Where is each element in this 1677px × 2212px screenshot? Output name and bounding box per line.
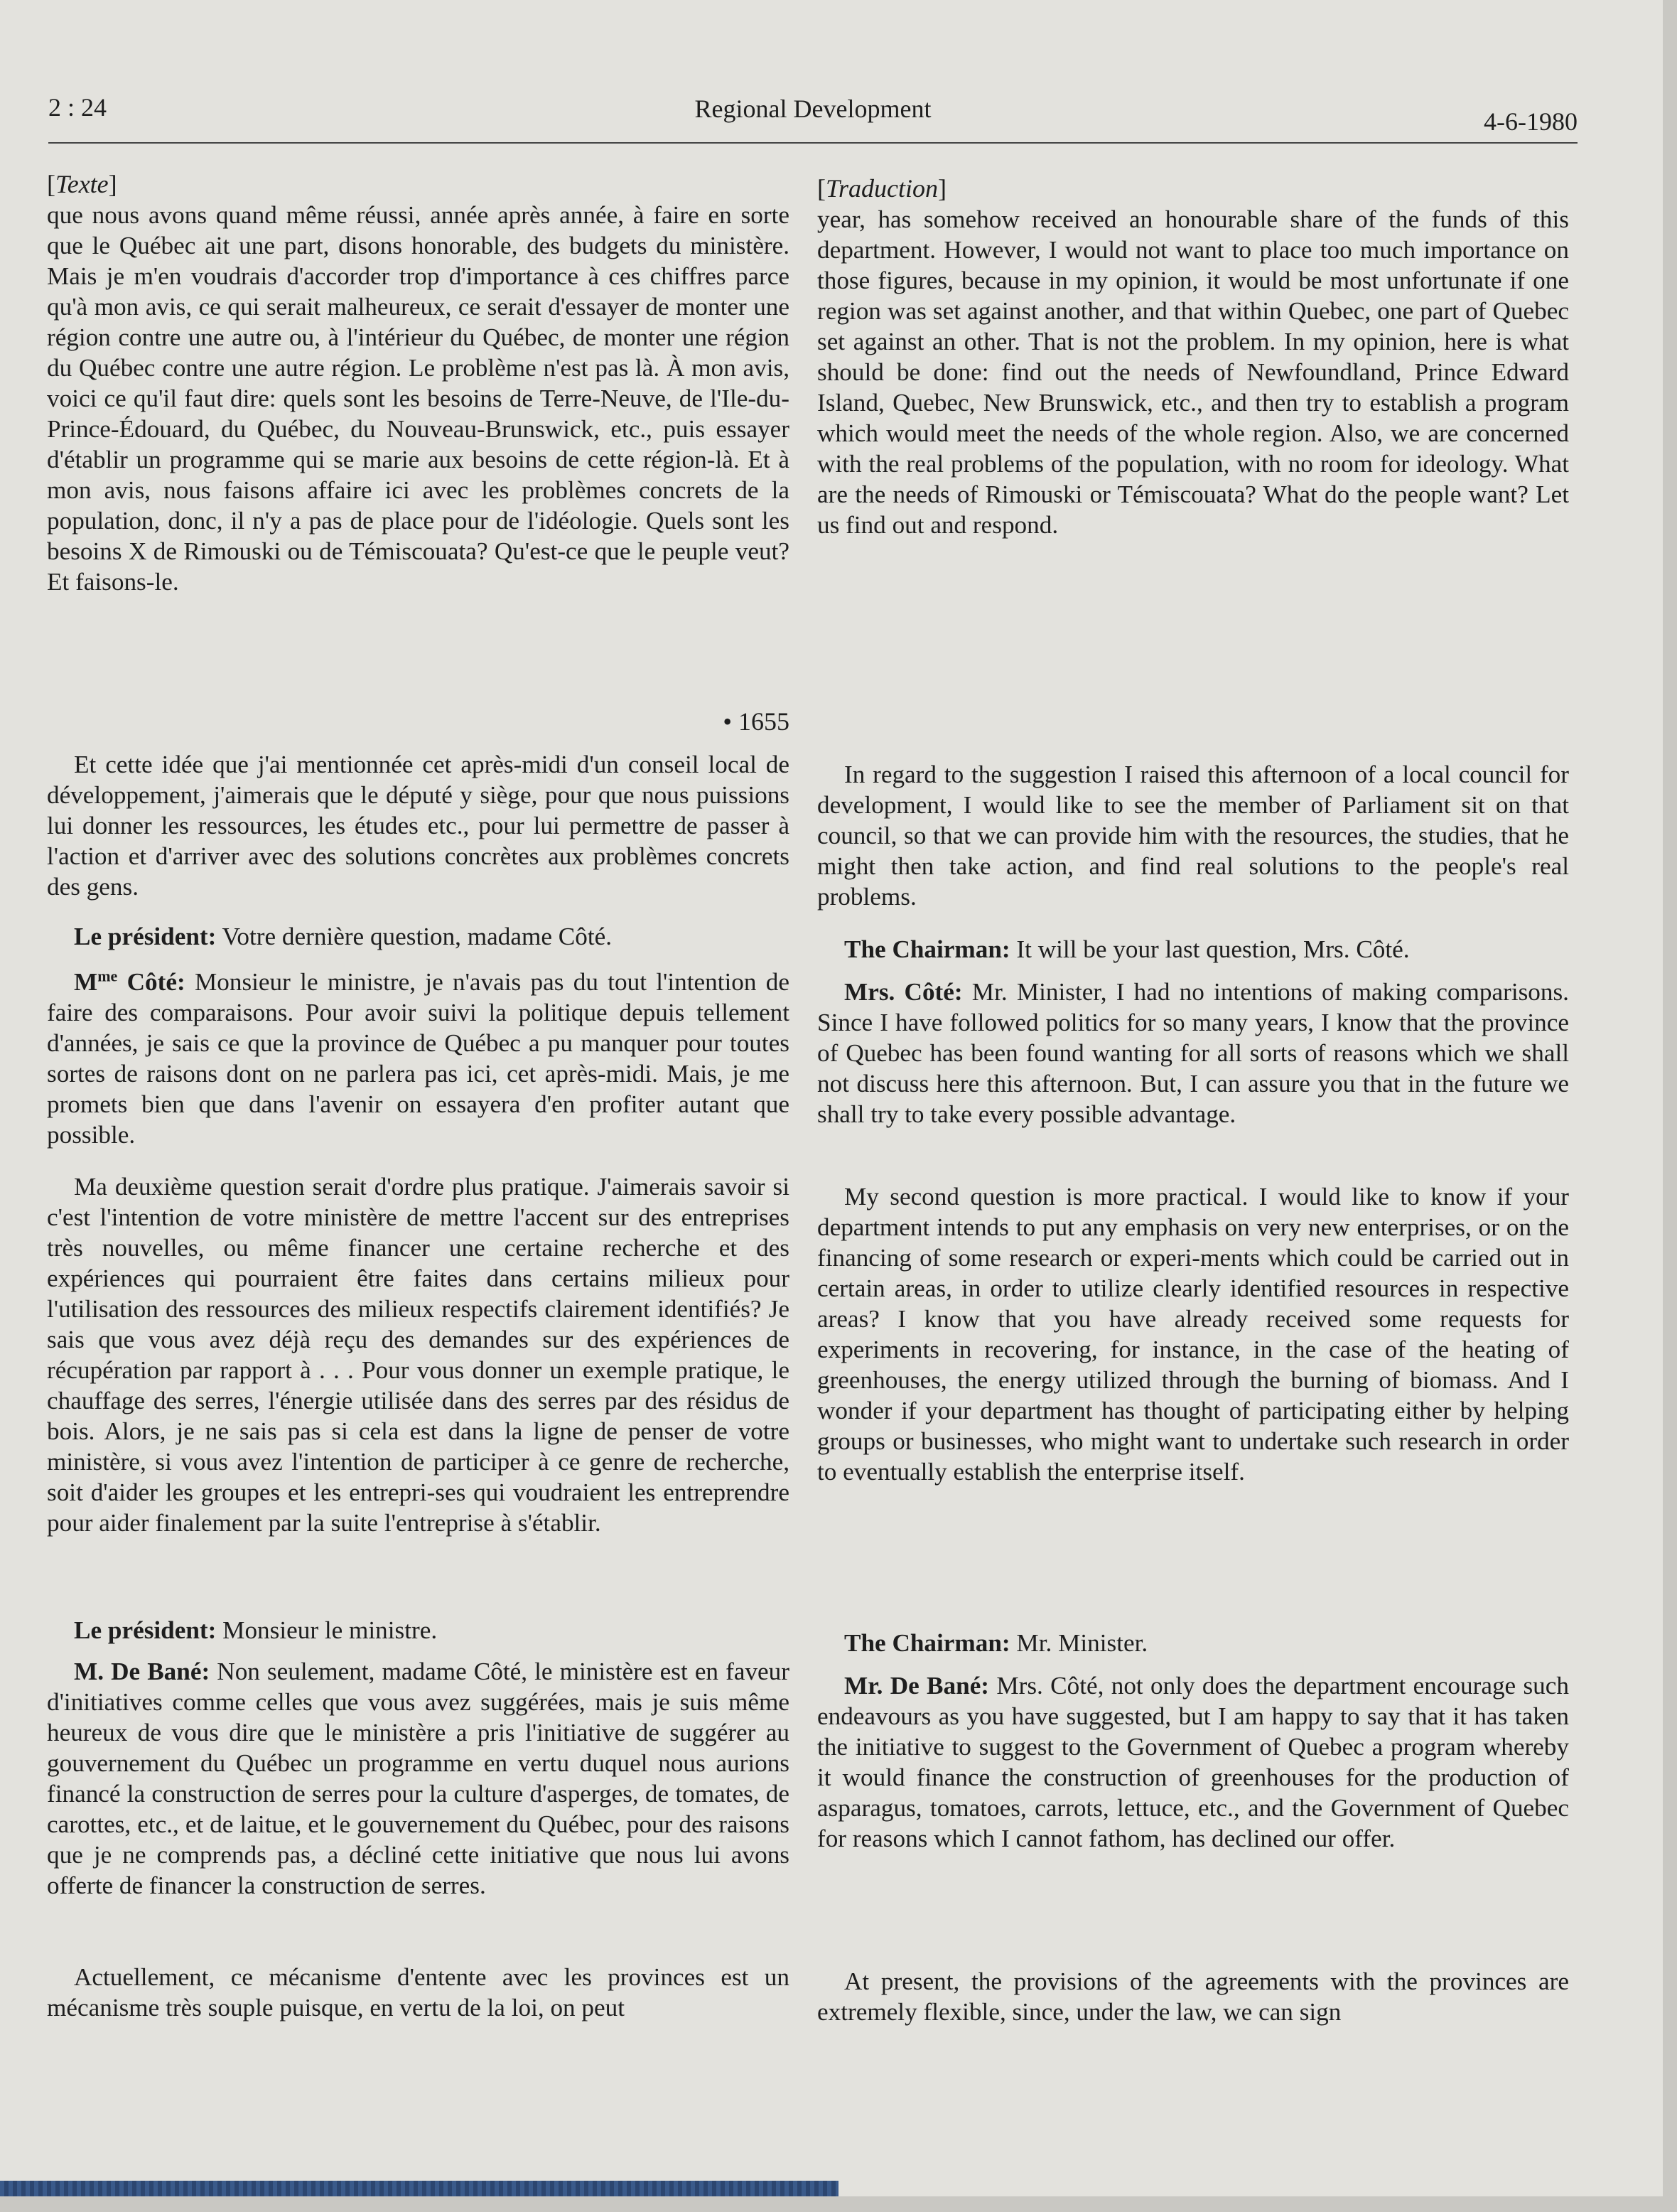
english-block-2 <box>817 759 1569 912</box>
speech-text: Non seulement, madame Côté, le ministère est en faveur d'initiatives comme celles que vous avez suggérées, mais je suis même heureux de vous dire que le ministère a pris l'initiative de suggérer au gouvernement du Québec un programme en vertu duquel nous aurions financé la construction de serres pour la culture d'asperges, de tomates, de carottes, etc., et de laitue, et le gouvernement du Québec, pour des raisons que je ne comprends pas, a décliné cette initiative que nous lui avons offerte de financer la construction de serres. <box>47 1658 789 1899</box>
paragraph: Et cette idée que j'ai mentionnée cet après-midi d'un conseil local de développement, j'aimerais que le député y siège, pour que nous puissions lui donner les ressources, les études etc., pour lui permettre de passer à l'action et d'arriver avec des solutions concrètes aux problèmes concrets des gens. <box>47 751 789 901</box>
french-block-3 <box>47 921 789 952</box>
english-block-1 <box>817 173 1569 540</box>
speaker-name: Mr. De Bané: <box>844 1672 990 1700</box>
page-number: 2 : 24 <box>48 93 107 122</box>
paragraph: Actuellement, ce mécanisme d'entente avec les provinces est un mécanisme très souple puisque, en vertu de la loi, on peut <box>47 1963 789 2022</box>
translation-marker: [ Traduction ] <box>817 173 1569 204</box>
speaker-name: Mrs. Côté: <box>844 978 963 1006</box>
speech-text: Mr. Minister, I had no intentions of making comparisons. Since I have followed politics for so many years, I know that the province of Quebec has been found wanting for all sorts of reasons which we shall not discuss here this afternoon. But, I can assure you that in the future we shall try to take every possible advantage. <box>817 978 1569 1128</box>
timestamp: • 1655 <box>723 707 789 736</box>
french-block-7 <box>47 1656 789 1901</box>
speaker-name: $M^{me}$ Côté: <box>74 967 185 996</box>
paragraph: At present, the provisions of the agreements with the provinces are extremely flexible, since, under the law, we can sign <box>817 1967 1569 2026</box>
english-block-8 <box>817 1966 1569 2027</box>
speaker-name: Le président: <box>74 1616 217 1644</box>
english-block-6 <box>817 1628 1569 1658</box>
text-marker: [ Texte ] <box>47 169 789 200</box>
speech-text: Mrs. Côté, not only does the department encourage such endeavours as you have suggested, but I am happy to say that it has taken the initiative to suggest to the Government of Quebec a program whereby it would finance the construction of greenhouses for the production of asparagus, tomatoes, carrots, lettuce, etc., and the Government of Quebec for reasons which I cannot fathom, has declined our offer. <box>817 1672 1569 1852</box>
french-block-6 <box>47 1615 789 1645</box>
english-block-7 <box>817 1670 1569 1854</box>
french-block-5 <box>47 1171 789 1538</box>
speaker-name: The Chairman: <box>844 1629 1010 1657</box>
paragraph: year, has somehow received an honourable share of the funds of this department. However, I would not want to place too much importance on those figures, because in my opinion, it would be most unfortunate if one region was set against another, and that within Quebec, one part of Quebec set against an other. That is not the problem. In my opinion, here is what should be done: find out the needs of Newfoundland, Prince Edward Island, Quebec, New Brunswick, etc., and then try to establish a program which would meet the needs of the whole region. Also, we are concerned with the real problems of the population, with no room for ideology. What are the needs of Rimouski or Témiscouata? What do the people want? Let us find out and respond. <box>817 205 1569 539</box>
speaker-name: M. De Bané: <box>74 1658 210 1685</box>
speech-text: Monsieur le ministre, je n'avais pas du tout l'intention de faire des comparaisons. Pour avoir suivi la politique depuis tellement d'années, je sais ce que la province de Québec a pu manquer pour toutes sortes de raisons dont on ne parlera pas ici, cet après-midi. Mais, je me promets bien que dans l'avenir on essayera d'en profiter autant que possible. <box>47 968 789 1149</box>
page-date: 4-6-1980 <box>1484 107 1578 136</box>
speech-text: It will be your last question, Mrs. Côté. <box>1010 935 1410 963</box>
paragraph: que nous avons quand même réussi, année après année, à faire en sorte que le Québec ait une part, disons honorable, des budgets du ministère. Mais je m'en voudrais d'accorder trop d'importance à ces chiffres parce qu'à mon avis, ce qui serait malheureux, ce serait d'essayer de monter une région contre une autre ou, à l'intérieur du Québec, de monter une région du Québec contre une autre région. Le problème n'est pas là. À mon avis, voici ce qu'il faut dire: quels sont les besoins de Terre-Neuve, de l'Ile-du-Prince-Édouard, du Québec, du Nouveau-Brunswick, etc., puis essayer d'établir un programme qui se marie aux besoins de cette région-là. Et à mon avis, nous faisons affaire ici avec les problèmes concrets de la population, donc, il n'y a pas de place pour de l'idéologie. Quels sont les besoins X de Rimouski ou de Témiscouata? Qu'est-ce que le peuple veut? Et faisons-le. <box>47 201 789 596</box>
speaker-name: The Chairman: <box>844 935 1010 963</box>
speech <box>47 1615 789 1645</box>
french-block-2 <box>47 749 789 902</box>
speech <box>817 934 1569 965</box>
speech <box>47 921 789 952</box>
english-block-4 <box>817 977 1569 1129</box>
speech <box>47 967 789 1150</box>
book-binding <box>0 2181 838 2196</box>
speaker-name: Le président: <box>74 923 217 950</box>
french-block-4 <box>47 967 789 1150</box>
english-block-5 <box>817 1181 1569 1487</box>
paragraph: In regard to the suggestion I raised this afternoon of a local council for development, I would like to see the member of Parliament sit on that council, so that we can provide him with the resources, the studies, that he might then take action, and find real solutions to the people's real problems. <box>817 761 1569 911</box>
speech-text: Votre dernière question, madame Côté. <box>216 923 613 950</box>
french-block-8 <box>47 1962 789 2023</box>
speech-text: Monsieur le ministre. <box>216 1616 438 1644</box>
english-block-3 <box>817 934 1569 965</box>
paragraph: Ma deuxième question serait d'ordre plus pratique. J'aimerais savoir si c'est l'intention de votre ministère de mettre l'accent sur des entreprises très nouvelles, ou même financer une certaine recherche et des expériences qui pourraient être faites dans certains milieux pour l'utilisation des ressources des milieux respectifs clairement identifiés? Je sais que vous avez déjà reçu des demandes sur des expériences de récupération par rapport à . . . Pour vous donner un exemple pratique, le chauffage des serres, l'énergie utilisée dans des serres par des résidus de bois. Alors, je ne sais pas si cela est dans la ligne de penser de votre ministère, si vous avez l'intention de participer à ce genre de recherche, soit d'aider les groupes et les entrepri-ses qui voudraient les entreprendre pour aider finalement par la suite l'entreprise à s'établir. <box>47 1173 789 1537</box>
french-block-1 <box>47 169 789 597</box>
running-title: Regional Development <box>694 95 932 123</box>
speech <box>817 1628 1569 1658</box>
speech <box>817 1670 1569 1854</box>
speech-text: Mr. Minister. <box>1010 1629 1148 1657</box>
speech <box>817 977 1569 1129</box>
paragraph: My second question is more practical. I would like to know if your department intends to put any emphasis on very new enterprises, or on the financing of some research or experi-ments which could be carried out in certain areas, in order to utilize clearly identified resources in respective areas? I know that you have already received some requests for experiments in recovering, for instance, in the case of the heating of greenhouses, the energy utilized through the burning of biomass. And I wonder if your department has thought of participating either by helping groups or businesses, who might want to undertake such research in order to eventually establish the enterprise itself. <box>817 1183 1569 1486</box>
page-header <box>48 84 1578 144</box>
speech <box>47 1656 789 1901</box>
